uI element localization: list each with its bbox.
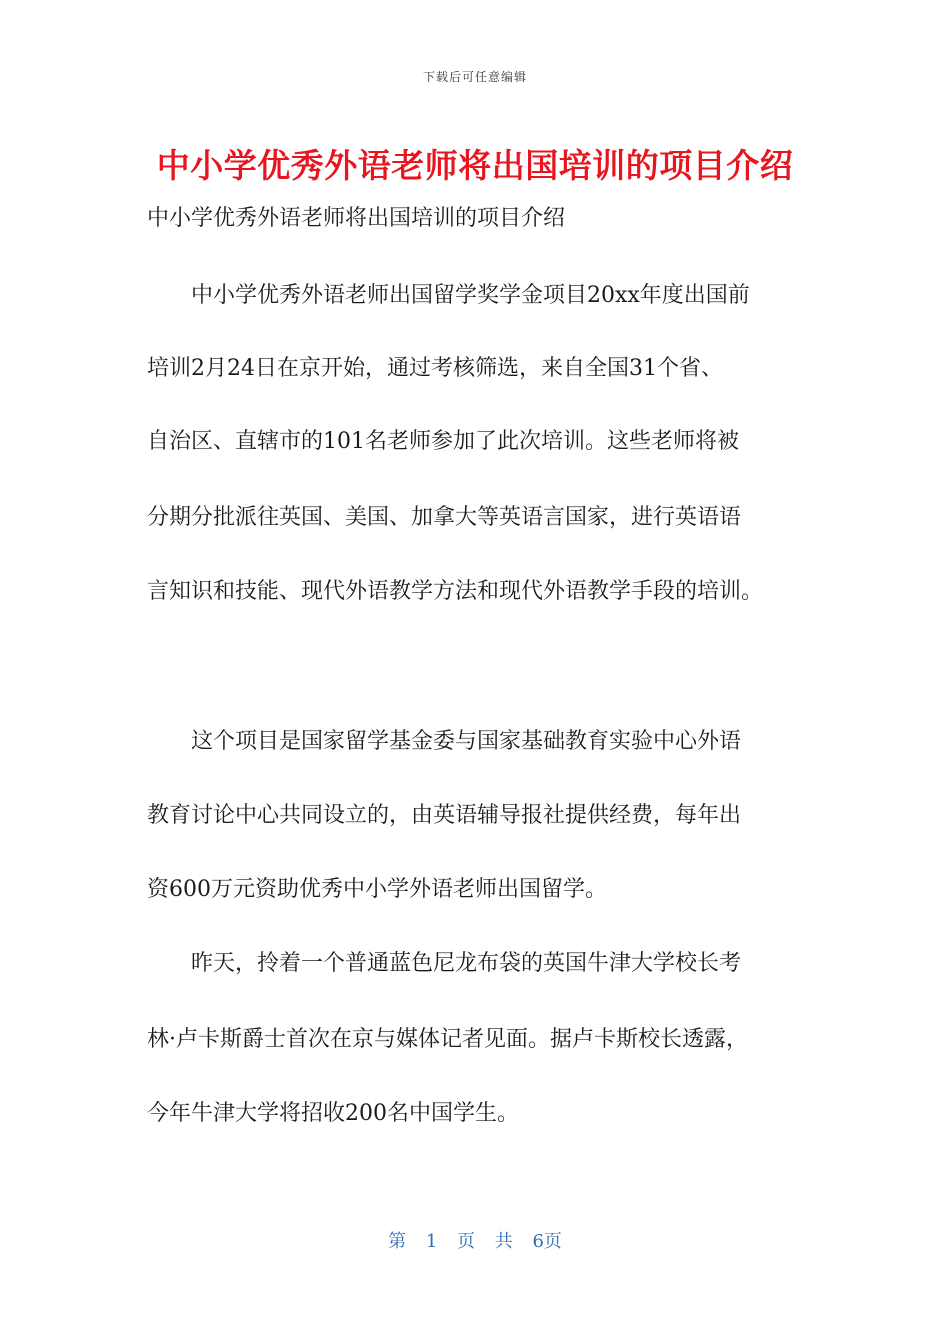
body-line-1: 中小学优秀外语老师出国留学奖学金项目20xx年度出国前 xyxy=(147,283,750,308)
subtitle-line: 中小学优秀外语老师将出国培训的项目介绍 xyxy=(147,206,566,231)
footer-gong: 共 xyxy=(494,1231,513,1252)
header-note: 下载后可任意编辑 xyxy=(422,70,527,84)
footer-total: 6页 xyxy=(532,1231,562,1252)
footer-page-number: 1 xyxy=(425,1231,438,1252)
body-line-2: 培训2月24日在京开始，通过考核筛选，来自全国31个省、 xyxy=(147,356,723,381)
footer-ye: 页 xyxy=(457,1231,475,1252)
body-line-9: 昨天，拎着一个普通蓝色尼龙布袋的英国牛津大学校长考 xyxy=(147,951,742,976)
body-line-3: 自治区、直辖市的101名老师参加了此次培训。这些老师将被 xyxy=(147,429,739,454)
body-line-7: 教育讨论中心共同设立的，由英语辅导报社提供经费，每年出 xyxy=(147,803,742,828)
page-footer xyxy=(0,1227,950,1253)
body-line-11: 今年牛津大学将招收200名中国学生。 xyxy=(147,1101,519,1126)
body-line-5: 言知识和技能、现代外语教学方法和现代外语教学手段的培训。 xyxy=(147,579,764,604)
body-line-4: 分期分批派往英国、美国、加拿大等英语言国家，进行英语语 xyxy=(147,505,742,530)
document-title: 中小学优秀外语老师将出国培训的项目介绍 xyxy=(156,146,794,185)
footer-di: 第 xyxy=(388,1231,407,1252)
body-line-8: 资600万元资助优秀中小学外语老师出国留学。 xyxy=(147,877,607,902)
body-line-10: 林·卢卡斯爵士首次在京与媒体记者见面。据卢卡斯校长透露， xyxy=(147,1027,748,1052)
body-line-6: 这个项目是国家留学基金委与国家基础教育实验中心外语 xyxy=(147,729,742,754)
